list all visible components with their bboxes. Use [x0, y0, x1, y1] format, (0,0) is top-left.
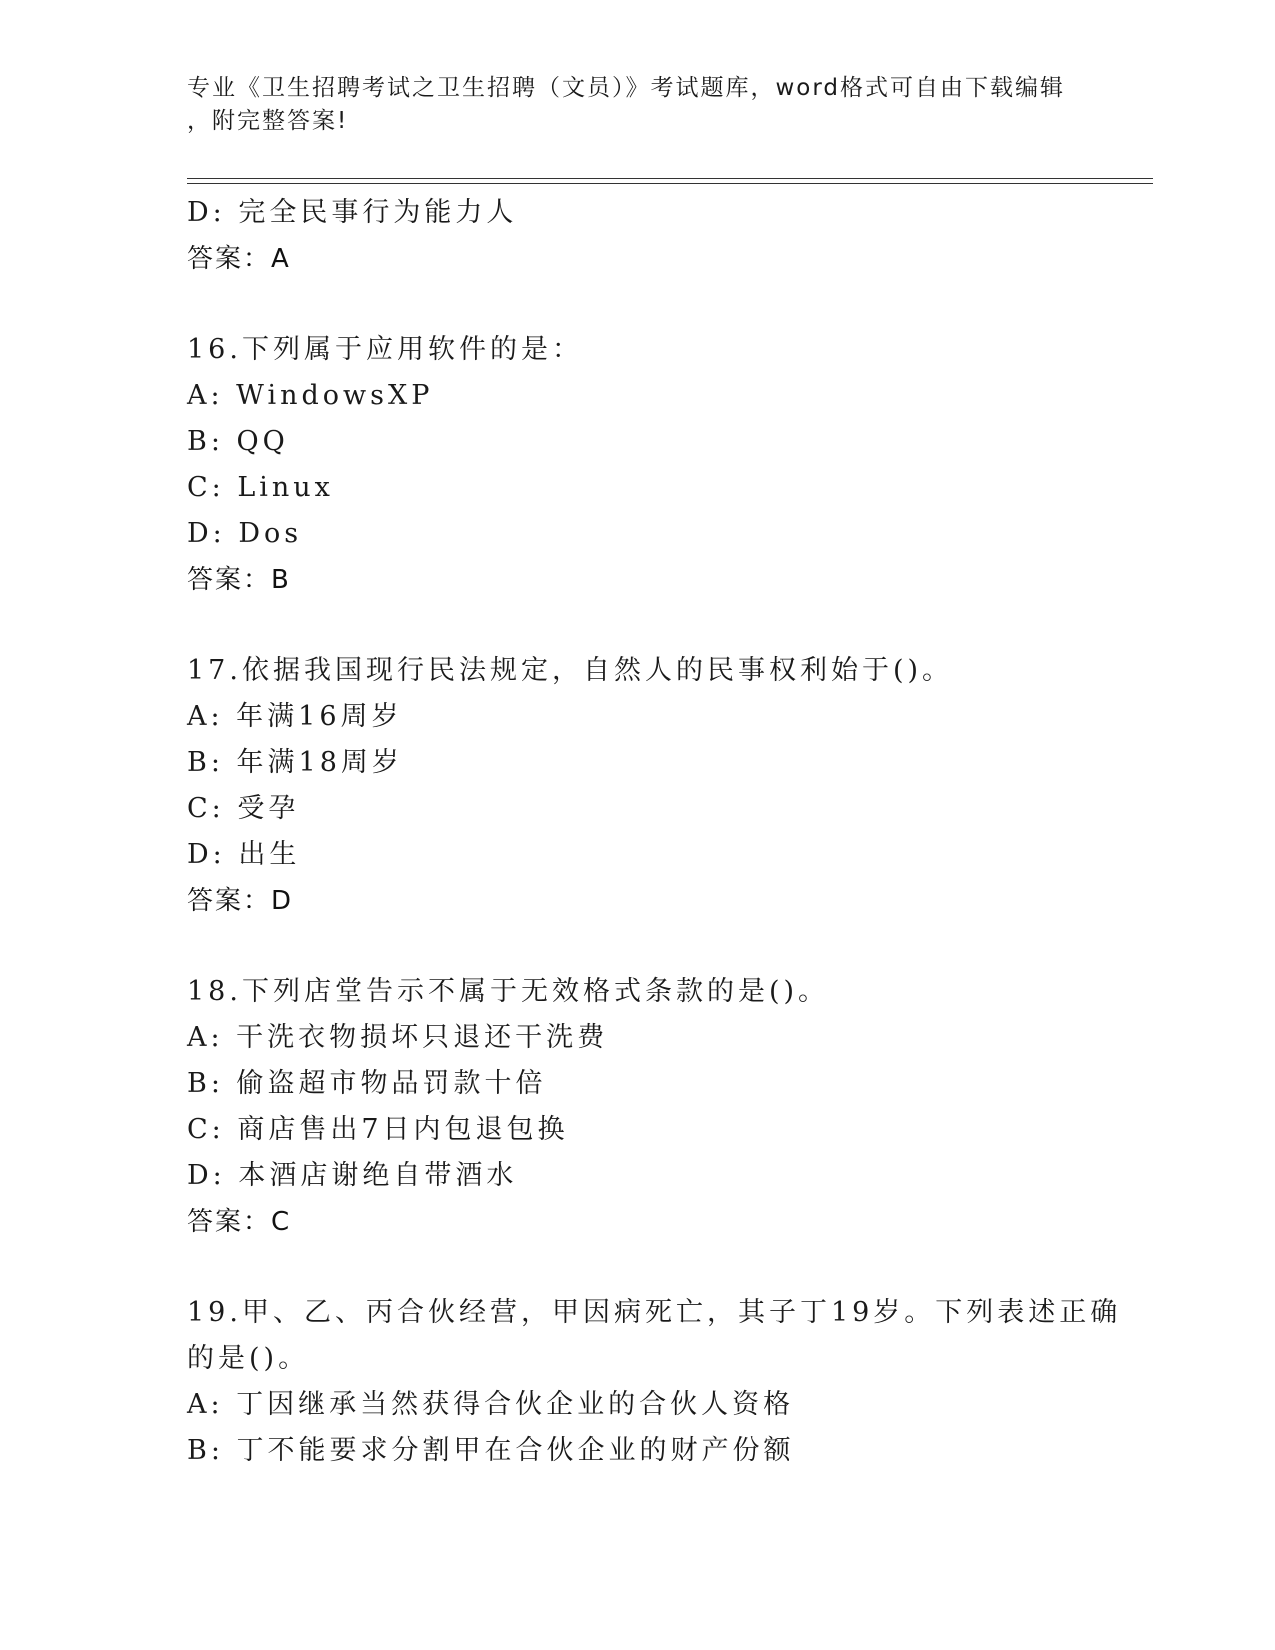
option-b: B: QQ [187, 426, 289, 457]
question-block-19 [187, 1290, 1122, 1474]
question-title-line-1: 19.甲、乙、丙合伙经营，甲因病死亡，其子丁19岁。下列表述正确 [187, 1297, 1122, 1328]
option-d: D: 本酒店谢绝自带酒水 [187, 1160, 518, 1191]
answer-line: 答案：A [187, 244, 291, 274]
option-c: C: 受孕 [187, 793, 300, 824]
question-block-prev [187, 190, 1087, 282]
question-title: 16.下列属于应用软件的是： [187, 334, 583, 365]
header-divider-bottom [187, 183, 1153, 184]
answer-line: 答案：C [187, 1207, 292, 1237]
option-a: A: 丁因继承当然获得合伙企业的合伙人资格 [187, 1389, 795, 1420]
answer-line: 答案：B [187, 565, 291, 595]
option-b: B: 年满18周岁 [187, 747, 403, 778]
option-d: D: Dos [187, 518, 303, 549]
header-line-1: 专业《卫生招聘考试之卫生招聘（文员）》考试题库，word格式可自由下载编辑 [187, 75, 1066, 101]
header-divider-top [187, 178, 1153, 179]
question-block-17 [187, 648, 1087, 924]
question-block-18 [187, 969, 1087, 1245]
option-a: A: 年满16周岁 [187, 701, 403, 732]
document-header [187, 72, 1067, 138]
question-title-line-2: 的是()。 [187, 1343, 310, 1374]
question-title: 18.下列店堂告示不属于无效格式条款的是()。 [187, 976, 830, 1007]
option-d: D: 完全民事行为能力人 [187, 197, 518, 228]
option-d: D: 出生 [187, 839, 301, 870]
option-c: C: 商店售出7日内包退包换 [187, 1114, 569, 1145]
spacer [187, 603, 1087, 648]
answer-line: 答案：D [187, 886, 294, 916]
header-line-2: ，附完整答案! [187, 108, 349, 134]
option-a: A: WindowsXP [187, 380, 434, 411]
option-b: B: 偷盗超市物品罚款十倍 [187, 1068, 547, 1099]
question-block-16 [187, 327, 1087, 603]
spacer [187, 924, 1087, 969]
option-b: B: 丁不能要求分割甲在合伙企业的财产份额 [187, 1435, 795, 1466]
option-c: C: Linux [187, 472, 334, 503]
spacer [187, 1245, 1087, 1290]
option-a: A: 干洗衣物损坏只退还干洗费 [187, 1022, 609, 1053]
spacer [187, 282, 1087, 327]
question-list [187, 190, 1122, 1474]
question-title: 17.依据我国现行民法规定，自然人的民事权利始于()。 [187, 655, 954, 686]
